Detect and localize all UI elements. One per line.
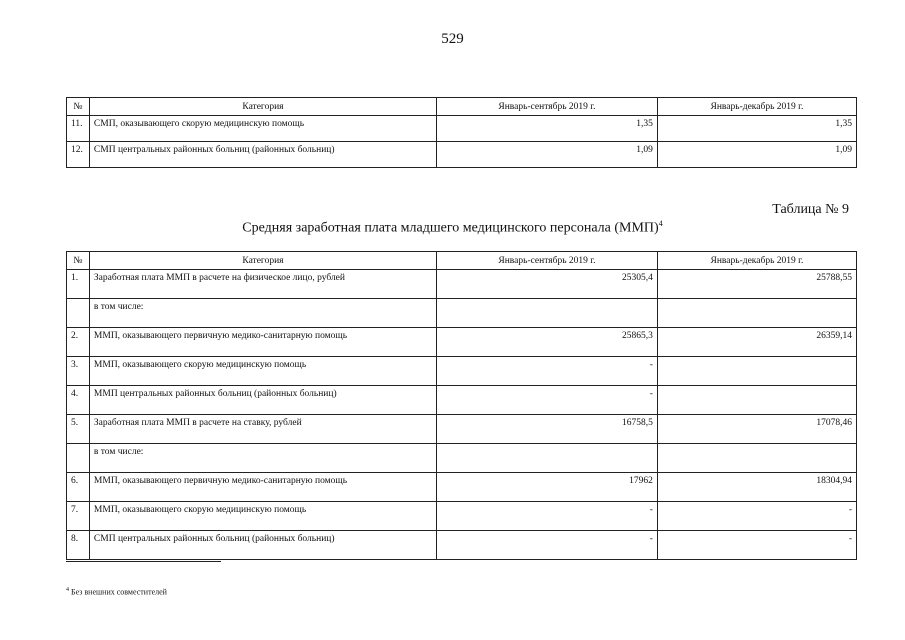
row-num: 4. (67, 386, 90, 415)
row-value-jan-sep: 25305,4 (436, 270, 657, 299)
header-category: Категория (89, 98, 436, 116)
table-row (67, 328, 857, 357)
footnote-divider (66, 561, 221, 562)
row-category: в том числе: (89, 444, 436, 473)
top-table (66, 97, 857, 168)
header-jan-dec: Январь-декабрь 2019 г. (657, 252, 856, 270)
table-row (67, 531, 857, 560)
table-title-footnote-mark: 4 (658, 219, 663, 228)
row-value-jan-dec: - (657, 531, 856, 560)
table-row (67, 357, 857, 386)
row-value-jan-sep (436, 444, 657, 473)
row-value-jan-dec: 25788,55 (657, 270, 856, 299)
row-value-jan-dec: 17078,46 (657, 415, 856, 444)
row-category: в том числе: (89, 299, 436, 328)
row-category: ММП, оказывающего первичную медико-санитарную помощь (89, 473, 436, 502)
row-category: ММП центральных районных больниц (районных больниц) (89, 386, 436, 415)
header-jan-dec: Январь-декабрь 2019 г. (657, 98, 856, 116)
table-row (67, 502, 857, 531)
row-num: 2. (67, 328, 90, 357)
table-row (67, 473, 857, 502)
row-value-jan-dec: 26359,14 (657, 328, 856, 357)
row-num: 7. (67, 502, 90, 531)
table-title (0, 219, 905, 237)
row-num: 5. (67, 415, 90, 444)
header-category: Категория (89, 252, 436, 270)
row-category: Заработная плата ММП в расчете на физическое лицо, рублей (89, 270, 436, 299)
row-category: СМП центральных районных больниц (районных больниц) (89, 142, 436, 168)
table-row (67, 415, 857, 444)
row-value-jan-sep: 17962 (436, 473, 657, 502)
row-value-jan-dec: 1,09 (657, 142, 856, 168)
row-num: 11. (67, 116, 90, 142)
row-value-jan-sep: - (436, 502, 657, 531)
footnote-mark: 4 (66, 587, 69, 593)
header-jan-sep: Январь-сентябрь 2019 г. (436, 252, 657, 270)
row-value-jan-dec (657, 386, 856, 415)
row-value-jan-dec: 1,35 (657, 116, 856, 142)
footnote-text: Без внешних совместителей (71, 587, 167, 597)
table-row (67, 142, 857, 168)
header-num: № (67, 252, 90, 270)
row-num: 12. (67, 142, 90, 168)
row-value-jan-dec (657, 357, 856, 386)
row-num (67, 444, 90, 473)
row-value-jan-sep (436, 299, 657, 328)
row-value-jan-sep: 16758,5 (436, 415, 657, 444)
row-num: 6. (67, 473, 90, 502)
row-num (67, 299, 90, 328)
row-value-jan-sep: 25865,3 (436, 328, 657, 357)
table-row (67, 444, 857, 473)
page-number: 529 (441, 31, 464, 47)
table-label: Таблица № 9 (772, 202, 849, 217)
table-header-row (67, 98, 857, 116)
row-value-jan-sep: 1,35 (436, 116, 657, 142)
table-row (67, 386, 857, 415)
main-table (66, 251, 857, 560)
row-category: СМП центральных районных больниц (районных больниц) (89, 531, 436, 560)
row-category: СМП, оказывающего скорую медицинскую помощь (89, 116, 436, 142)
table-row (67, 116, 857, 142)
row-num: 1. (67, 270, 90, 299)
table-header-row (67, 252, 857, 270)
row-value-jan-dec: - (657, 502, 856, 531)
row-category: Заработная плата ММП в расчете на ставку, рублей (89, 415, 436, 444)
table-title-text: Средняя заработная плата младшего медицинского персонала (ММП) (242, 220, 659, 236)
row-num: 3. (67, 357, 90, 386)
row-value-jan-dec: 18304,94 (657, 473, 856, 502)
table-row (67, 299, 857, 328)
row-value-jan-sep: 1,09 (436, 142, 657, 168)
row-num: 8. (67, 531, 90, 560)
row-category: ММП, оказывающего скорую медицинскую помощь (89, 502, 436, 531)
table-row (67, 270, 857, 299)
row-category: ММП, оказывающего скорую медицинскую помощь (89, 357, 436, 386)
row-value-jan-dec (657, 444, 856, 473)
footnote (66, 587, 167, 597)
row-value-jan-dec (657, 299, 856, 328)
row-value-jan-sep: - (436, 531, 657, 560)
row-value-jan-sep: - (436, 386, 657, 415)
header-jan-sep: Январь-сентябрь 2019 г. (436, 98, 657, 116)
row-category: ММП, оказывающего первичную медико-санитарную помощь (89, 328, 436, 357)
header-num: № (67, 98, 90, 116)
row-value-jan-sep: - (436, 357, 657, 386)
